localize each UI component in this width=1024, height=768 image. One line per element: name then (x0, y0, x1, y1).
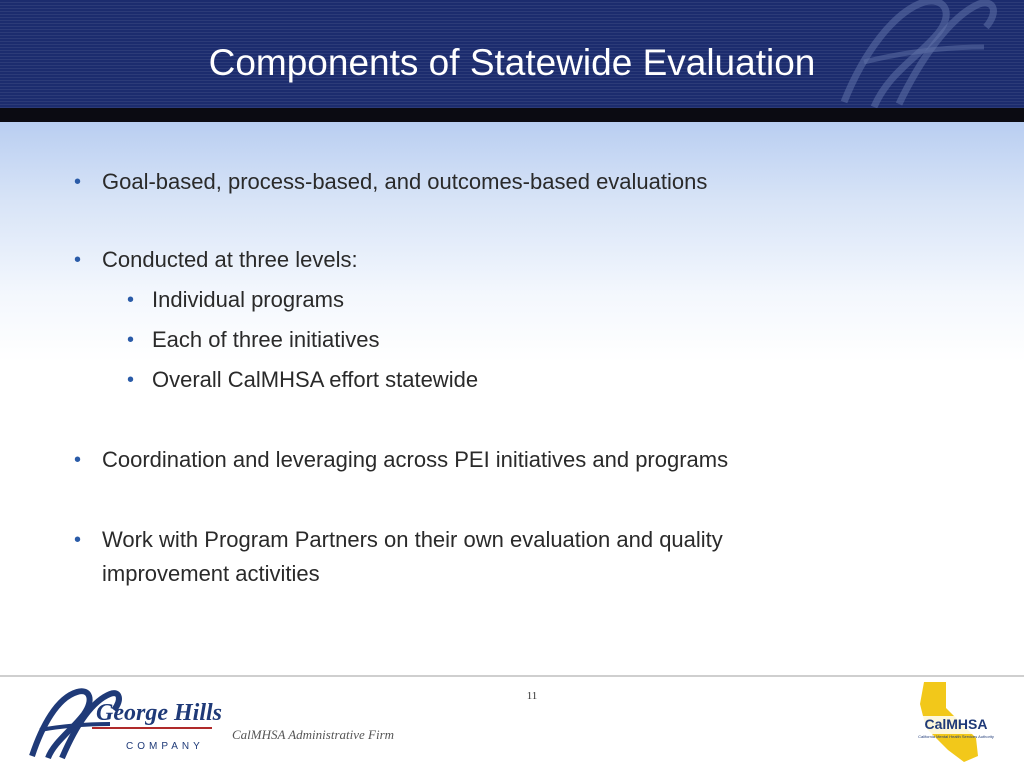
bullet-dot-icon: • (127, 329, 135, 351)
calmhsa-logo-text: CalMHSA (924, 716, 988, 732)
bullet-dot-icon: • (127, 289, 135, 311)
sub-bullet-text: Overall CalMHSA effort statewide (152, 367, 479, 392)
bullet-dot-icon: • (127, 369, 135, 391)
footer-divider (0, 675, 1024, 677)
company-name: George Hills (96, 700, 222, 726)
slide-header (0, 0, 1024, 108)
sub-bullet-item (127, 363, 479, 397)
calmhsa-logo-subtext: California Mental Health Services Authority (918, 734, 994, 739)
sub-bullet-text: Each of three initiatives (152, 327, 380, 352)
bullet-dot-icon: • (74, 529, 82, 551)
bullet-item (74, 443, 729, 477)
bullet-text: Coordination and leveraging across PEI initiatives and programs (102, 447, 729, 472)
bullet-text-continuation: improvement activities (102, 561, 320, 586)
bullet-text: Goal-based, process-based, and outcomes-based evaluations (102, 169, 708, 194)
slide-title: Components of Statewide Evaluation (208, 42, 816, 83)
tagline: CalMHSA Administrative Firm (232, 727, 395, 742)
bullet-dot-icon: • (74, 171, 82, 193)
george-hills-logo (22, 686, 442, 762)
bullet-text: Work with Program Partners on their own evaluation and quality (102, 527, 723, 552)
bullet-item (74, 523, 723, 591)
sub-bullet-text: Individual programs (152, 287, 344, 312)
sub-bullet-item (127, 323, 380, 357)
bullet-text: Conducted at three levels: (102, 247, 358, 272)
slide-body (0, 122, 1024, 672)
bullet-item (74, 243, 358, 277)
company-subtitle: COMPANY (126, 741, 204, 752)
sub-bullet-item (127, 283, 344, 317)
bullet-dot-icon: • (74, 449, 82, 471)
bullet-item (74, 165, 708, 199)
page-number: 11 (526, 690, 538, 702)
calmhsa-logo (906, 680, 1006, 764)
bullet-dot-icon: • (74, 249, 82, 271)
header-divider (0, 108, 1024, 122)
